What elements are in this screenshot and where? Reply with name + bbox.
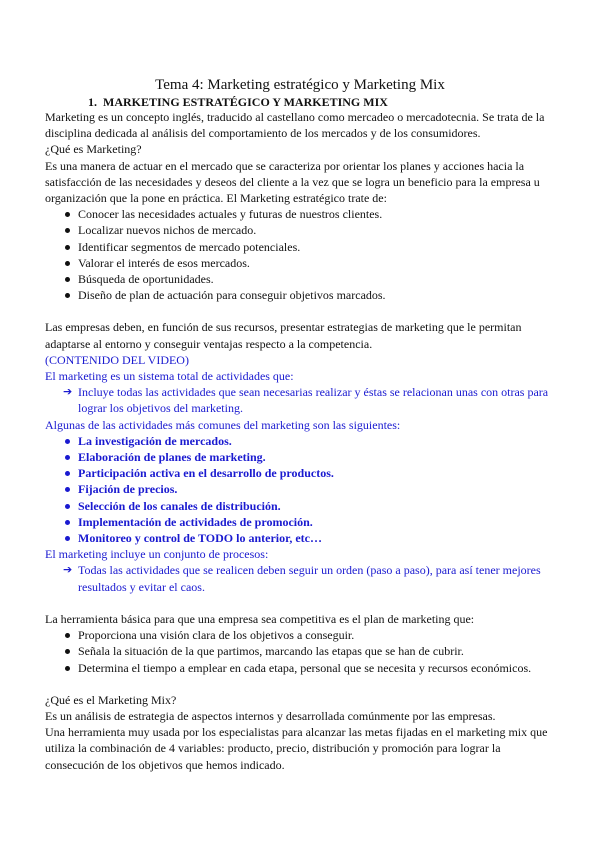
- strategic-list: [45, 206, 560, 303]
- system-paragraph: El marketing es un sistema total de actividades que:: [45, 369, 294, 384]
- answer-marketing-mix: Es un análisis de estrategia de aspectos internos y desarrollada comúnmente por las empresas.: [45, 708, 496, 723]
- list-item: Fijación de precios.: [45, 481, 560, 497]
- list-item: Implementación de actividades de promoción.: [45, 514, 560, 530]
- list-item: Elaboración de planes de marketing.: [45, 449, 560, 465]
- mix-paragraph: Una herramienta muy usada por los especialistas para alcanzar las metas fijadas en el marketing mix que utiliza la combinación de 4 variables: producto, precio, distribución y promoción para lograr la consecución de los objetivos que hemos indicado.: [45, 725, 548, 772]
- section-heading-text: MARKETING ESTRATÉGICO Y MARKETING MIX: [103, 95, 388, 109]
- section-number: 1.: [88, 95, 97, 109]
- list-item: Señala la situación de la que partimos, marcando las etapas que se han de cubrir.: [45, 643, 560, 659]
- intro-paragraph: Marketing es un concepto inglés, traducido al castellano como mercadeo o mercadotecnia. Se trata de la disciplina dedicada al análisis del comportamiento de los mercados y de los consumidores.: [45, 110, 545, 141]
- list-item: Identificar segmentos de mercado potenciales.: [45, 239, 560, 255]
- arrow-item-text: Todas las actividades que se realicen deben seguir un orden (paso a paso), para así tener mejores resultados y evitar el caos.: [78, 563, 541, 594]
- spacer: [45, 595, 560, 611]
- document-body: [45, 109, 560, 773]
- list-item: Localizar nuevos nichos de mercado.: [45, 222, 560, 238]
- page-title: Tema 4: Marketing estratégico y Marketing Mix: [155, 77, 445, 93]
- question-marketing: ¿Qué es Marketing?: [45, 142, 142, 157]
- arrow-item-text: Incluye todas las actividades que sean necesarias realizar y éstas se relacionan unas con otras para lograr los objetivos del marketing.: [78, 385, 549, 416]
- list-item: Valorar el interés de esos mercados.: [45, 255, 560, 271]
- right-arrow-icon: ➔: [63, 385, 73, 399]
- list-item: Monitoreo y control de TODO lo anterior, etc…: [45, 530, 560, 546]
- companies-paragraph: Las empresas deben, en función de sus recursos, presentar estrategias de marketing que le permitan adaptarse al entorno y conseguir ventajas respecto a la competencia.: [45, 320, 522, 351]
- spacer: [45, 676, 560, 692]
- tool-paragraph: La herramienta básica para que una empresa sea competitiva es el plan de marketing que:: [45, 611, 475, 626]
- system-arrow-list: [45, 384, 560, 416]
- list-item: La investigación de mercados.: [45, 433, 560, 449]
- list-item: Participación activa en el desarrollo de productos.: [45, 465, 560, 481]
- right-arrow-icon: ➔: [63, 563, 73, 577]
- arrow-item: [45, 562, 560, 594]
- list-item: Diseño de plan de actuación para conseguir objetivos marcados.: [45, 287, 560, 303]
- spacer: [45, 303, 560, 319]
- arrow-item: [45, 384, 560, 416]
- video-label: (CONTENIDO DEL VIDEO): [45, 352, 189, 367]
- list-item: Conocer las necesidades actuales y futuras de nuestros clientes.: [45, 206, 560, 222]
- list-item: Determina el tiempo a emplear en cada etapa, personal que se necesita y recursos económicos.: [45, 660, 560, 676]
- section-heading: [88, 95, 388, 109]
- plan-list: [45, 627, 560, 676]
- list-item: Selección de los canales de distribución.: [45, 498, 560, 514]
- answer-marketing: Es una manera de actuar en el mercado que se caracteriza por orientar los planes y acciones hacia la satisfacción de las necesidades y deseos del cliente a la vez que se logra un beneficio para la empresa u organización que la pone en práctica. El Marketing estratégico trate de:: [45, 158, 540, 206]
- processes-arrow-list: [45, 562, 560, 594]
- question-marketing-mix: ¿Qué es el Marketing Mix?: [45, 692, 177, 707]
- activities-list: [45, 433, 560, 546]
- list-item: Proporciona una visión clara de los objetivos a conseguir.: [45, 627, 560, 643]
- list-item: Búsqueda de oportunidades.: [45, 271, 560, 287]
- activities-intro: Algunas de las actividades más comunes del marketing son las siguientes:: [45, 417, 401, 432]
- processes-paragraph: El marketing incluye un conjunto de procesos:: [45, 547, 269, 562]
